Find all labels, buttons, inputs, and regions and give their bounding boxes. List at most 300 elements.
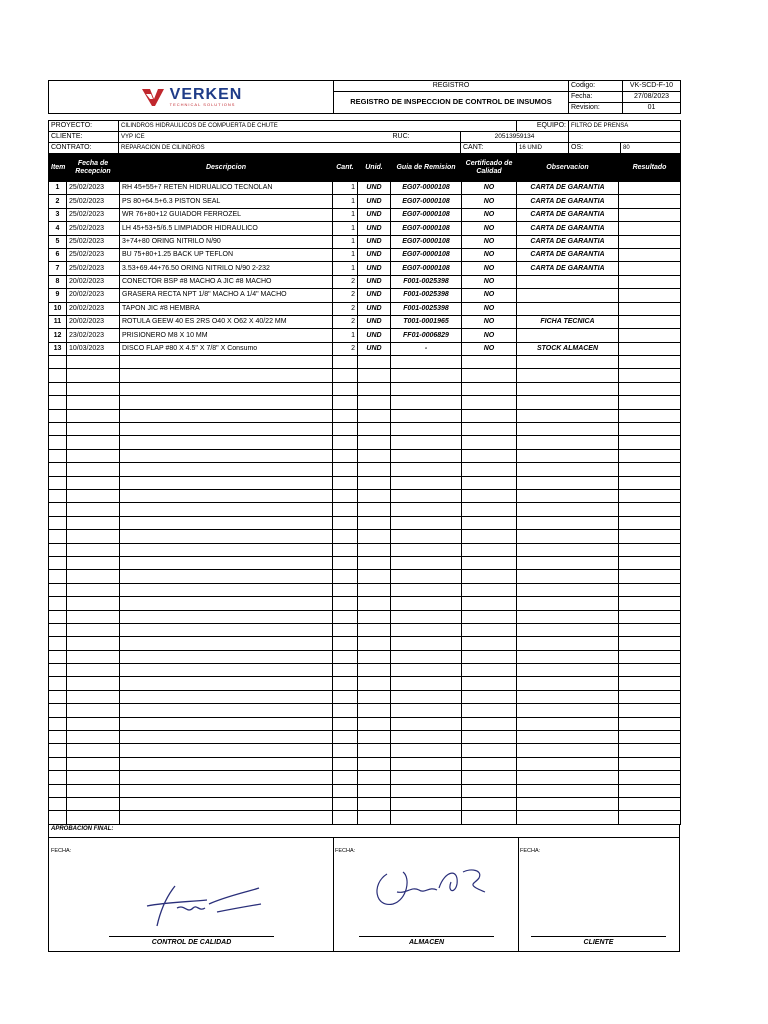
resultado-cell — [619, 757, 681, 770]
unidad-cell — [358, 489, 391, 502]
unidad-cell: UND — [358, 248, 391, 261]
item-number-cell — [49, 650, 67, 663]
item-number-cell — [49, 356, 67, 369]
table-row — [49, 797, 681, 810]
unidad-cell: UND — [358, 315, 391, 328]
resultado-cell — [619, 664, 681, 677]
guia-remision-cell — [391, 530, 462, 543]
fecha-recepcion-cell — [67, 449, 120, 462]
table-row — [49, 356, 681, 369]
resultado-cell — [619, 797, 681, 810]
certificado-cell — [462, 409, 517, 422]
item-number-cell — [49, 717, 67, 730]
fecha-recepcion-cell — [67, 771, 120, 784]
certificado-cell: NO — [462, 195, 517, 208]
guia-remision-cell — [391, 677, 462, 690]
certificado-cell — [462, 690, 517, 703]
observacion-cell: FICHA TECNICA — [517, 315, 619, 328]
descripcion-cell: BU 75+80+1.25 BACK UP TEFLON — [120, 248, 333, 261]
certificado-cell — [462, 797, 517, 810]
item-number-cell: 2 — [49, 195, 67, 208]
guia-remision-cell — [391, 369, 462, 382]
guia-remision-cell — [391, 731, 462, 744]
cantidad-cell — [333, 637, 358, 650]
fecha-recepcion-cell — [67, 530, 120, 543]
certificado-cell — [462, 664, 517, 677]
descripcion-cell: CONECTOR BSP #8 MACHO A JIC #8 MACHO — [120, 275, 333, 288]
cantidad-cell — [333, 811, 358, 824]
signature-almacen — [367, 864, 497, 920]
items-body — [49, 182, 681, 825]
cant-value: 16 UNID — [517, 143, 569, 154]
unidad-cell — [358, 382, 391, 395]
cant-label: CANT: — [461, 143, 517, 154]
item-number-cell — [49, 396, 67, 409]
contrato-label: CONTRATO: — [49, 143, 119, 154]
descripcion-cell — [120, 597, 333, 610]
unidad-cell: UND — [358, 195, 391, 208]
certificado-cell — [462, 396, 517, 409]
table-row — [49, 784, 681, 797]
cantidad-cell — [333, 784, 358, 797]
guia-remision-cell — [391, 583, 462, 596]
table-row — [49, 369, 681, 382]
descripcion-cell — [120, 637, 333, 650]
fecha-recepcion-cell — [67, 369, 120, 382]
col-descripcion: Descripcion — [120, 155, 333, 182]
item-number-cell — [49, 570, 67, 583]
cantidad-cell — [333, 623, 358, 636]
unidad-cell — [358, 731, 391, 744]
item-number-cell — [49, 757, 67, 770]
observacion-cell — [517, 436, 619, 449]
unidad-cell — [358, 771, 391, 784]
certificado-cell: NO — [462, 342, 517, 355]
resultado-cell — [619, 289, 681, 302]
observacion-cell — [517, 811, 619, 824]
resultado-cell — [619, 744, 681, 757]
guia-remision-cell — [391, 556, 462, 569]
descripcion-cell — [120, 356, 333, 369]
certificado-cell — [462, 811, 517, 824]
observacion-cell — [517, 530, 619, 543]
fecha-recepcion-cell — [67, 650, 120, 663]
resultado-cell — [619, 235, 681, 248]
resultado-cell — [619, 650, 681, 663]
item-number-cell: 7 — [49, 262, 67, 275]
observacion-cell — [517, 570, 619, 583]
unidad-cell — [358, 757, 391, 770]
unidad-cell — [358, 369, 391, 382]
fecha-recepcion-cell — [67, 623, 120, 636]
item-number-cell — [49, 811, 67, 824]
certificado-cell — [462, 543, 517, 556]
descripcion-cell: GRASERA RECTA NPT 1/8" MACHO A 1/4" MACHO — [120, 289, 333, 302]
contrato-value: REPARACION DE CILINDROS — [119, 143, 461, 154]
table-row — [49, 597, 681, 610]
table-row — [49, 489, 681, 502]
certificado-cell — [462, 516, 517, 529]
descripcion-cell — [120, 570, 333, 583]
observacion-cell — [517, 597, 619, 610]
cantidad-cell: 1 — [333, 208, 358, 221]
fecha-recepcion-cell — [67, 610, 120, 623]
fecha-recepcion-cell — [67, 423, 120, 436]
guia-remision-cell — [391, 717, 462, 730]
guia-remision-cell — [391, 543, 462, 556]
table-row — [49, 342, 681, 355]
unidad-cell — [358, 583, 391, 596]
fecha-recepcion-cell — [67, 757, 120, 770]
cantidad-cell — [333, 409, 358, 422]
cantidad-cell — [333, 476, 358, 489]
cantidad-cell — [333, 744, 358, 757]
certificado-cell — [462, 637, 517, 650]
fecha-recepcion-cell — [67, 556, 120, 569]
descripcion-cell — [120, 744, 333, 757]
guia-remision-cell — [391, 476, 462, 489]
resultado-cell — [619, 771, 681, 784]
table-row — [49, 235, 681, 248]
resultado-cell — [619, 382, 681, 395]
cantidad-cell — [333, 556, 358, 569]
fecha-recepcion-cell: 25/02/2023 — [67, 182, 120, 195]
fecha-recepcion-cell — [67, 690, 120, 703]
guia-remision-cell — [391, 650, 462, 663]
table-row — [49, 208, 681, 221]
table-row — [49, 583, 681, 596]
equipo-label: EQUIPO: — [517, 121, 569, 132]
certificado-cell — [462, 423, 517, 436]
resultado-cell — [619, 342, 681, 355]
guia-remision-cell: FF01-0006829 — [391, 329, 462, 342]
certificado-cell — [462, 436, 517, 449]
fecha-label-3: FECHA: — [520, 848, 541, 854]
guia-remision-cell — [391, 570, 462, 583]
certificado-cell — [462, 570, 517, 583]
cantidad-cell — [333, 664, 358, 677]
item-number-cell: 10 — [49, 302, 67, 315]
cantidad-cell — [333, 382, 358, 395]
col-cant: Cant. — [333, 155, 358, 182]
item-number-cell — [49, 503, 67, 516]
equipo-value: FILTRO DE PRENSA — [569, 121, 681, 132]
guia-remision-cell — [391, 704, 462, 717]
table-row — [49, 570, 681, 583]
guia-remision-cell: EG07-0000108 — [391, 182, 462, 195]
resultado-cell — [619, 610, 681, 623]
guia-remision-cell — [391, 771, 462, 784]
cantidad-cell — [333, 543, 358, 556]
unidad-cell: UND — [358, 235, 391, 248]
observacion-cell — [517, 356, 619, 369]
certificado-cell — [462, 610, 517, 623]
table-header-row — [49, 155, 681, 182]
descripcion-cell — [120, 610, 333, 623]
descripcion-cell — [120, 543, 333, 556]
os-label: OS: — [569, 143, 621, 154]
fecha-recepcion-cell: 25/02/2023 — [67, 262, 120, 275]
resultado-cell — [619, 195, 681, 208]
cantidad-cell — [333, 356, 358, 369]
fecha-recepcion-cell: 25/02/2023 — [67, 248, 120, 261]
cantidad-cell: 1 — [333, 248, 358, 261]
unidad-cell — [358, 784, 391, 797]
approval-section — [48, 824, 680, 952]
certificado-cell — [462, 717, 517, 730]
item-number-cell — [49, 690, 67, 703]
table-row — [49, 382, 681, 395]
fecha-recepcion-cell — [67, 516, 120, 529]
cantidad-cell — [333, 704, 358, 717]
resultado-cell — [619, 623, 681, 636]
guia-remision-cell — [391, 356, 462, 369]
table-row — [49, 503, 681, 516]
unidad-cell — [358, 677, 391, 690]
guia-remision-cell — [391, 382, 462, 395]
item-number-cell — [49, 610, 67, 623]
table-row — [49, 650, 681, 663]
registro-label: REGISTRO — [334, 81, 569, 92]
observacion-cell — [517, 409, 619, 422]
unidad-cell — [358, 423, 391, 436]
unidad-cell — [358, 409, 391, 422]
cantidad-cell — [333, 530, 358, 543]
fecha-recepcion-cell — [67, 664, 120, 677]
revision-value: 01 — [623, 103, 681, 114]
unidad-cell — [358, 650, 391, 663]
cantidad-cell — [333, 516, 358, 529]
unidad-cell — [358, 463, 391, 476]
certificado-cell — [462, 463, 517, 476]
unidad-cell: UND — [358, 222, 391, 235]
fecha-recepcion-cell — [67, 543, 120, 556]
fecha-recepcion-cell — [67, 489, 120, 502]
item-number-cell — [49, 382, 67, 395]
col-unid: Unid. — [358, 155, 391, 182]
descripcion-cell — [120, 503, 333, 516]
resultado-cell — [619, 731, 681, 744]
codigo-label: Codigo: — [569, 81, 623, 92]
fecha-recepcion-cell — [67, 811, 120, 824]
cantidad-cell — [333, 597, 358, 610]
observacion-cell: CARTA DE GARANTIA — [517, 248, 619, 261]
descripcion-cell: RH 45+55+7 RETEN HIDRUALICO TECNOLAN — [120, 182, 333, 195]
fecha-label-2: FECHA: — [335, 848, 356, 854]
guia-remision-cell: F001-0025398 — [391, 275, 462, 288]
table-row — [49, 811, 681, 824]
item-number-cell: 11 — [49, 315, 67, 328]
guia-remision-cell — [391, 423, 462, 436]
resultado-cell — [619, 516, 681, 529]
os-value: 80 — [621, 143, 681, 154]
fecha-recepcion-cell — [67, 570, 120, 583]
observacion-cell: CARTA DE GARANTIA — [517, 222, 619, 235]
logo-word: VERKEN — [169, 85, 243, 103]
table-row — [49, 543, 681, 556]
fecha-recepcion-cell: 25/02/2023 — [67, 208, 120, 221]
unidad-cell — [358, 503, 391, 516]
certificado-cell: NO — [462, 222, 517, 235]
items-table — [48, 154, 681, 825]
observacion-cell — [517, 797, 619, 810]
guia-remision-cell — [391, 610, 462, 623]
observacion-cell: CARTA DE GARANTIA — [517, 235, 619, 248]
guia-remision-cell — [391, 396, 462, 409]
table-row — [49, 476, 681, 489]
item-number-cell — [49, 677, 67, 690]
descripcion-cell — [120, 423, 333, 436]
descripcion-cell: DISCO FLAP #80 X 4.5" X 7/8" X Consumo — [120, 342, 333, 355]
table-row — [49, 315, 681, 328]
item-number-cell — [49, 423, 67, 436]
col-item: Item — [49, 155, 67, 182]
observacion-cell — [517, 677, 619, 690]
item-number-cell — [49, 664, 67, 677]
unidad-cell — [358, 664, 391, 677]
descripcion-cell — [120, 771, 333, 784]
certificado-cell — [462, 731, 517, 744]
descripcion-cell — [120, 476, 333, 489]
sign-label-control-calidad: CONTROL DE CALIDAD — [151, 939, 232, 946]
certificado-cell: NO — [462, 289, 517, 302]
item-number-cell: 9 — [49, 289, 67, 302]
certificado-cell — [462, 476, 517, 489]
sign-label-cliente: CLIENTE — [583, 939, 614, 946]
descripcion-cell — [120, 677, 333, 690]
item-number-cell — [49, 731, 67, 744]
cantidad-cell — [333, 797, 358, 810]
logo-subtitle: TECHNICAL SOLUTIONS — [169, 101, 236, 107]
fecha-recepcion-cell: 10/03/2023 — [67, 342, 120, 355]
certificado-cell: NO — [462, 315, 517, 328]
info-table — [48, 120, 681, 154]
item-number-cell — [49, 543, 67, 556]
certificado-cell — [462, 784, 517, 797]
observacion-cell — [517, 744, 619, 757]
descripcion-cell: TAPON JIC #8 HEMBRA — [120, 302, 333, 315]
fecha-recepcion-cell — [67, 637, 120, 650]
guia-remision-cell: EG07-0000108 — [391, 235, 462, 248]
resultado-cell — [619, 449, 681, 462]
unidad-cell: UND — [358, 342, 391, 355]
descripcion-cell — [120, 704, 333, 717]
resultado-cell — [619, 543, 681, 556]
observacion-cell: CARTA DE GARANTIA — [517, 262, 619, 275]
certificado-cell: NO — [462, 235, 517, 248]
fecha-recepcion-cell — [67, 476, 120, 489]
guia-remision-cell — [391, 489, 462, 502]
table-row — [49, 623, 681, 636]
certificado-cell — [462, 677, 517, 690]
observacion-cell: CARTA DE GARANTIA — [517, 208, 619, 221]
guia-remision-cell — [391, 597, 462, 610]
resultado-cell — [619, 489, 681, 502]
resultado-cell — [619, 329, 681, 342]
guia-remision-cell — [391, 436, 462, 449]
resultado-cell — [619, 222, 681, 235]
cantidad-cell — [333, 489, 358, 502]
fecha-recepcion-cell: 25/02/2023 — [67, 235, 120, 248]
descripcion-cell — [120, 784, 333, 797]
guia-remision-cell — [391, 409, 462, 422]
guia-remision-cell: EG07-0000108 — [391, 195, 462, 208]
resultado-cell — [619, 717, 681, 730]
table-row — [49, 222, 681, 235]
table-row — [49, 423, 681, 436]
item-number-cell — [49, 583, 67, 596]
cantidad-cell — [333, 423, 358, 436]
descripcion-cell — [120, 623, 333, 636]
item-number-cell — [49, 597, 67, 610]
unidad-cell: UND — [358, 275, 391, 288]
certificado-cell — [462, 382, 517, 395]
unidad-cell — [358, 623, 391, 636]
descripcion-cell — [120, 382, 333, 395]
observacion-cell — [517, 556, 619, 569]
observacion-cell — [517, 516, 619, 529]
resultado-cell — [619, 583, 681, 596]
table-row — [49, 329, 681, 342]
unidad-cell — [358, 610, 391, 623]
table-row — [49, 530, 681, 543]
item-number-cell — [49, 637, 67, 650]
unidad-cell — [358, 356, 391, 369]
guia-remision-cell: - — [391, 342, 462, 355]
resultado-cell — [619, 637, 681, 650]
cantidad-cell: 1 — [333, 235, 358, 248]
observacion-cell — [517, 731, 619, 744]
resultado-cell — [619, 503, 681, 516]
descripcion-cell — [120, 664, 333, 677]
observacion-cell: CARTA DE GARANTIA — [517, 182, 619, 195]
unidad-cell: UND — [358, 302, 391, 315]
item-number-cell — [49, 797, 67, 810]
unidad-cell — [358, 690, 391, 703]
resultado-cell — [619, 677, 681, 690]
unidad-cell — [358, 797, 391, 810]
table-row — [49, 396, 681, 409]
company-logo — [51, 86, 331, 108]
resultado-cell — [619, 262, 681, 275]
resultado-cell — [619, 369, 681, 382]
certificado-cell — [462, 503, 517, 516]
descripcion-cell — [120, 583, 333, 596]
certificado-cell: NO — [462, 182, 517, 195]
col-fecha: Fecha de Recepcion — [67, 155, 120, 182]
resultado-cell — [619, 423, 681, 436]
cantidad-cell — [333, 436, 358, 449]
item-number-cell — [49, 436, 67, 449]
item-number-cell: 13 — [49, 342, 67, 355]
observacion-cell — [517, 449, 619, 462]
ruc-label: RUC: — [391, 132, 461, 143]
guia-remision-cell — [391, 797, 462, 810]
resultado-cell — [619, 302, 681, 315]
item-number-cell: 3 — [49, 208, 67, 221]
resultado-cell — [619, 248, 681, 261]
certificado-cell: NO — [462, 329, 517, 342]
unidad-cell — [358, 543, 391, 556]
unidad-cell — [358, 744, 391, 757]
document-title: REGISTRO DE INSPECCION DE CONTROL DE INSUMOS — [334, 92, 569, 114]
certificado-cell — [462, 356, 517, 369]
certificado-cell: NO — [462, 262, 517, 275]
table-row — [49, 731, 681, 744]
descripcion-cell — [120, 797, 333, 810]
inspection-sheet — [48, 80, 680, 825]
guia-remision-cell — [391, 623, 462, 636]
